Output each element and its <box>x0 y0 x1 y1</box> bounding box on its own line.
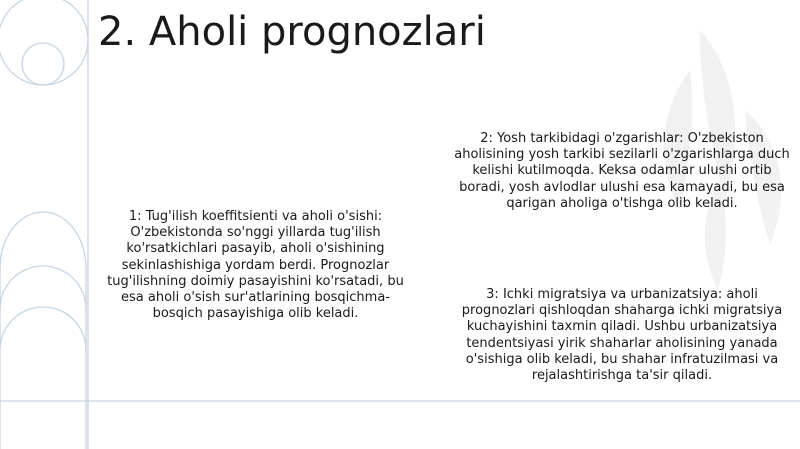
arch-middle <box>0 266 86 309</box>
slide-title: 2. Aholi prognozlari <box>98 9 486 55</box>
arch-inner <box>0 307 86 350</box>
paragraph-age-structure: 2: Yosh tarkibidagi o'zgarishlar: O'zbekiston aholisining yosh tarkibi sezilarli o'zgarishlarga duch kelishi kutilmoqda. Keksa odamlar ulushi ortib boradi, yosh avlodlar ulushi esa kamayadi, bu esa qarigan aholiga o'tishga olib keladi. <box>454 131 790 211</box>
small-circle-top <box>22 43 64 85</box>
arch-outer <box>0 212 86 449</box>
paragraph-migration: 3: Ichki migratsiya va urbanizatsiya: aholi prognozlari qishloqdan shaharga ichki migratsiya kuchayishini taxmin qiladi. Ushbu urbanizatsiya tendentsiyasi yirik shaharlar aholisining yanada o'sishiga olib keladi, bu shahar infratuzilmasi va rejalashtirishga ta'sir qiladi. <box>461 287 783 384</box>
paragraph-birth-rate: 1: Tug'ilish koeffitsienti va aholi o'sishi: O'zbekistonda so'nggi yillarda tug'ilish ko'rsatkichlari pasayib, aholi o'sishining sekinlashishiga yordam berdi. Prognozlar tug'ilishning doimiy pasayishini ko'rsatadi, bu esa aholi o'sish sur'atlarining bosqichma-bosqich pasayishiga olib keladi. <box>107 209 404 322</box>
